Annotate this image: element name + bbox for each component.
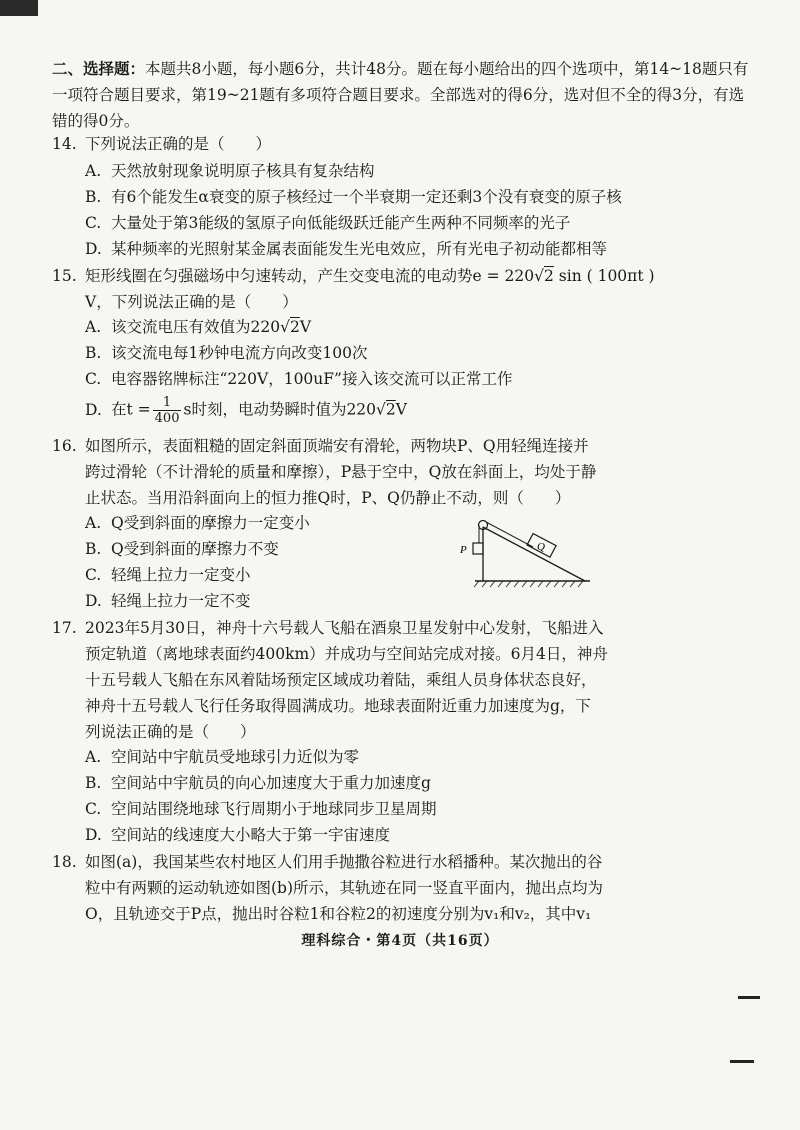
question-17-stem-cont: 预定轨道（离地球表面约400km）并成功与空间站完成对接。6月4日，神舟	[85, 645, 608, 663]
question-14-option-b: B. 有6个能发生α衰变的原子核经过一个半衰期一定还剩3个没有衰变的原子核	[85, 188, 622, 206]
question-number: 14.	[52, 135, 77, 153]
question-17-option-d: D. 空间站的线速度大小略大于第一宇宙速度	[85, 826, 391, 844]
question-14-option-c: C. 大量处于第3能级的氢原子向低能级跃迁能产生两种不同频率的光子	[85, 214, 571, 232]
question-17-stem: 17. 2023年5月30日，神舟十六号载人飞船在酒泉卫星发射中心发射，飞船进入	[52, 614, 752, 642]
question-number: 18.	[52, 853, 77, 871]
question-14-option-a: A. 天然放射现象说明原子核具有复杂结构	[85, 162, 375, 180]
section-instructions	[52, 56, 752, 134]
question-15-stem-cont: V，下列说法正确的是（ ）	[85, 293, 298, 311]
question-14-option-d: D. 某种频率的光照射某金属表面能发生光电效应，所有光电子初动能都相等	[85, 240, 608, 258]
question-16-option-b: B. Q受到斜面的摩擦力不变	[85, 540, 279, 558]
ground-hatching	[474, 581, 583, 587]
section-text: 本题共8小题，每小题6分，共计48分。题在每小题给出的四个选项中，第14~18题只有一项符合题目要求，第19~21题有多项符合题目要求。全部选对的得6分，选对但不全的得3分，有选错的得0分。	[52, 60, 749, 130]
question-17-option-b: B. 空间站中宇航员的向心加速度大于重力加速度g	[85, 774, 431, 792]
scan-mark	[738, 996, 760, 999]
label-q: Q	[537, 541, 545, 553]
question-17-stem-cont: 十五号载人飞船在东风着陆场预定区域成功着陆，乘组人员身体状态良好，	[85, 671, 597, 689]
page-footer: 理科综合・第4页（共16页）	[301, 933, 499, 949]
question-17-stem-cont: 列说法正确的是（ ）	[85, 723, 256, 741]
incline-pulley-figure	[455, 515, 595, 590]
question-17-option-c: C. 空间站围绕地球飞行周期小于地球同步卫星周期	[85, 800, 437, 818]
scan-corner-mark	[0, 0, 38, 16]
question-17-option-a: A. 空间站中宇航员受地球引力近似为零	[85, 748, 360, 766]
question-15-option-a: A. 该交流电压有效值为220√2V	[85, 318, 312, 336]
question-15-stem: 15. 矩形线圈在匀强磁场中匀速转动，产生交变电流的电动势e = 220√2 sin ( 100πt )	[52, 262, 752, 290]
question-number: 16.	[52, 437, 77, 455]
question-16-option-c: C. 轻绳上拉力一定变小	[85, 566, 251, 584]
rope-to-q	[486, 522, 533, 547]
section-title: 二、选择题：	[52, 59, 146, 78]
incline-surface	[483, 527, 585, 581]
question-18-stem-cont: 粒中有两颗的运动轨迹如图(b)所示，其轨迹在同一竖直平面内，抛出点均为	[85, 879, 604, 897]
block-p	[473, 543, 483, 554]
question-15-option-b: B. 该交流电每1秒钟电流方向改变100次	[85, 344, 368, 362]
scan-mark	[730, 1060, 754, 1063]
question-number: 17.	[52, 619, 77, 637]
question-number: 15.	[52, 267, 77, 285]
question-18-stem-cont: O，且轨迹交于P点，抛出时谷粒1和谷粒2的初速度分别为v₁和v₂，其中v₁	[85, 905, 592, 923]
label-p: P	[460, 544, 467, 556]
question-14-stem	[52, 130, 752, 158]
question-16-option-a: A. Q受到斜面的摩擦力一定变小	[85, 514, 310, 532]
question-16-option-d: D. 轻绳上拉力一定不变	[85, 592, 251, 610]
question-16-stem: 16. 如图所示，表面粗糙的固定斜面顶端安有滑轮，两物块P、Q用轻绳连接并	[52, 432, 752, 460]
question-16-stem-cont: 止状态。当用沿斜面向上的恒力推Q时，P、Q仍静止不动，则（ ）	[85, 489, 571, 507]
question-17-stem-cont: 神舟十五号载人飞行任务取得圆满成功。地球表面附近重力加速度为g，下	[85, 697, 591, 715]
question-stem: 下列说法正确的是（ ）	[85, 135, 272, 153]
question-16-stem-cont: 跨过滑轮（不计滑轮的质量和摩擦），P悬于空中，Q放在斜面上，均处于静	[85, 463, 597, 481]
question-15-option-c: C. 电容器铭牌标注“220V，100uF”接入该交流可以正常工作	[85, 370, 513, 388]
question-15-option-d: D. 在t = $\frac{1}{400}$ s时刻，电动势瞬时值为220√2V	[85, 395, 407, 426]
question-18-stem: 18. 如图(a)，我国某些农村地区人们用手抛撒谷粒进行水稻播种。某次抛出的谷	[52, 848, 752, 876]
fraction: $\frac{1}{400}$	[154, 395, 180, 426]
